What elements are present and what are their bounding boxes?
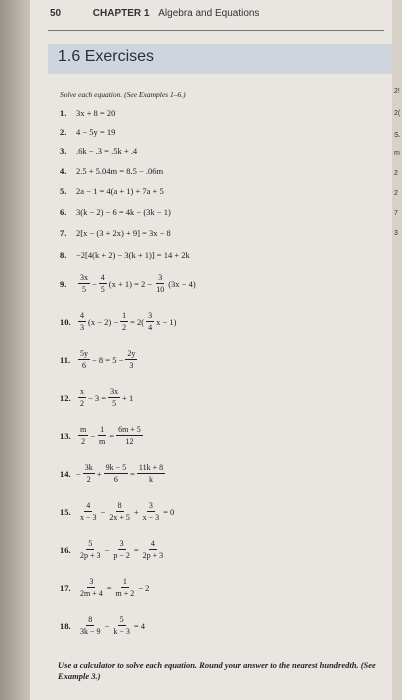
- exercise-2: 2. 4 − 5y = 19: [60, 127, 116, 137]
- section-title: 1.6 Exercises: [58, 48, 155, 65]
- exercise-11: 11. $\frac{5y}{6}$ − 8 = 5 − $\frac{2y}{3}$: [60, 349, 136, 370]
- margin-mark: m: [394, 150, 400, 157]
- facing-page-edge: [392, 0, 402, 700]
- exercise-18: 18. $\frac{8}{3k - 9}$ − $\frac{5}{k - 3}$ = 4: [60, 615, 145, 636]
- exercise-14: 14. − $\frac{3k}{2}$ + $\frac{9k - 5}{6}$ = $\frac{11k + 8}{k}$: [60, 463, 164, 484]
- margin-mark: 2: [394, 170, 398, 177]
- chapter-label: CHAPTER 1: [92, 8, 150, 19]
- exercise-16: 16. $\frac{5}{2p + 3}$ − $\frac{3}{p - 2}$ = $\frac{4}{2p + 3}$: [60, 539, 164, 560]
- instructions: Solve each equation. (See Examples 1–6.): [60, 90, 186, 99]
- exercise-5: 5. 2a − 1 = 4(a + 1) + 7a + 5: [60, 186, 164, 196]
- header-rule: [48, 30, 384, 31]
- exercise-4: 4. 2.5 + 5.04m = 8.5 − .06m: [60, 166, 164, 176]
- exercise-6: 6. 3(k − 2) − 6 = 4k − (3k − 1): [60, 207, 171, 217]
- calculator-instructions: Use a calculator to solve each equation. Round your answer to the nearest hundredth. (See Example 3.): [58, 660, 376, 681]
- book-gutter: [0, 0, 30, 700]
- exercise-7: 7. 2[x − (3 + 2x) + 9] = 3x − 8: [60, 228, 171, 238]
- exercise-8: 8. −2[4(k + 2) − 3(k + 1)] = 14 + 2k: [60, 250, 190, 260]
- exercise-12: 12. $\frac{x}{2}$ − 3 = $\frac{3x}{5}$ + 1: [60, 387, 134, 408]
- margin-mark: 2(: [394, 110, 401, 117]
- margin-mark: 3: [394, 230, 398, 237]
- exercise-13: 13. $\frac{m}{2}$ − $\frac{1}{m}$ = $\frac{6m + 5}{12}$: [60, 425, 141, 446]
- margin-mark: S.: [394, 132, 401, 139]
- chapter-title: Algebra and Equations: [158, 8, 260, 19]
- page-number: 50: [50, 8, 62, 19]
- exercise-17: 17. $\frac{3}{2m + 4}$ = $\frac{1}{m + 2}$ − 2: [60, 577, 150, 598]
- running-head: [50, 8, 259, 19]
- exercise-15: 15. $\frac{4}{x - 3}$ − $\frac{8}{2x + 5}$ + $\frac{3}{x - 3}$ = 0: [60, 501, 175, 522]
- margin-mark: 2!: [394, 88, 400, 95]
- exercise-10: 10. $\frac{4}{3}$ (x − 2) − $\frac{1}{2}$ = 2( $\frac{3}{4}$ x − 1): [60, 311, 177, 332]
- margin-mark: 7: [394, 210, 398, 217]
- exercise-9: 9. $\frac{3x}{5}$ − $\frac{4}{5}$ (x + 1) = 2 − $\frac{3}{10}$ (3x − 4): [60, 273, 196, 294]
- margin-mark: 2: [394, 190, 398, 197]
- exercise-3: 3. .6k − .3 = .5k + .4: [60, 146, 138, 156]
- exercise-1: 1. 3x + 8 = 20: [60, 108, 116, 118]
